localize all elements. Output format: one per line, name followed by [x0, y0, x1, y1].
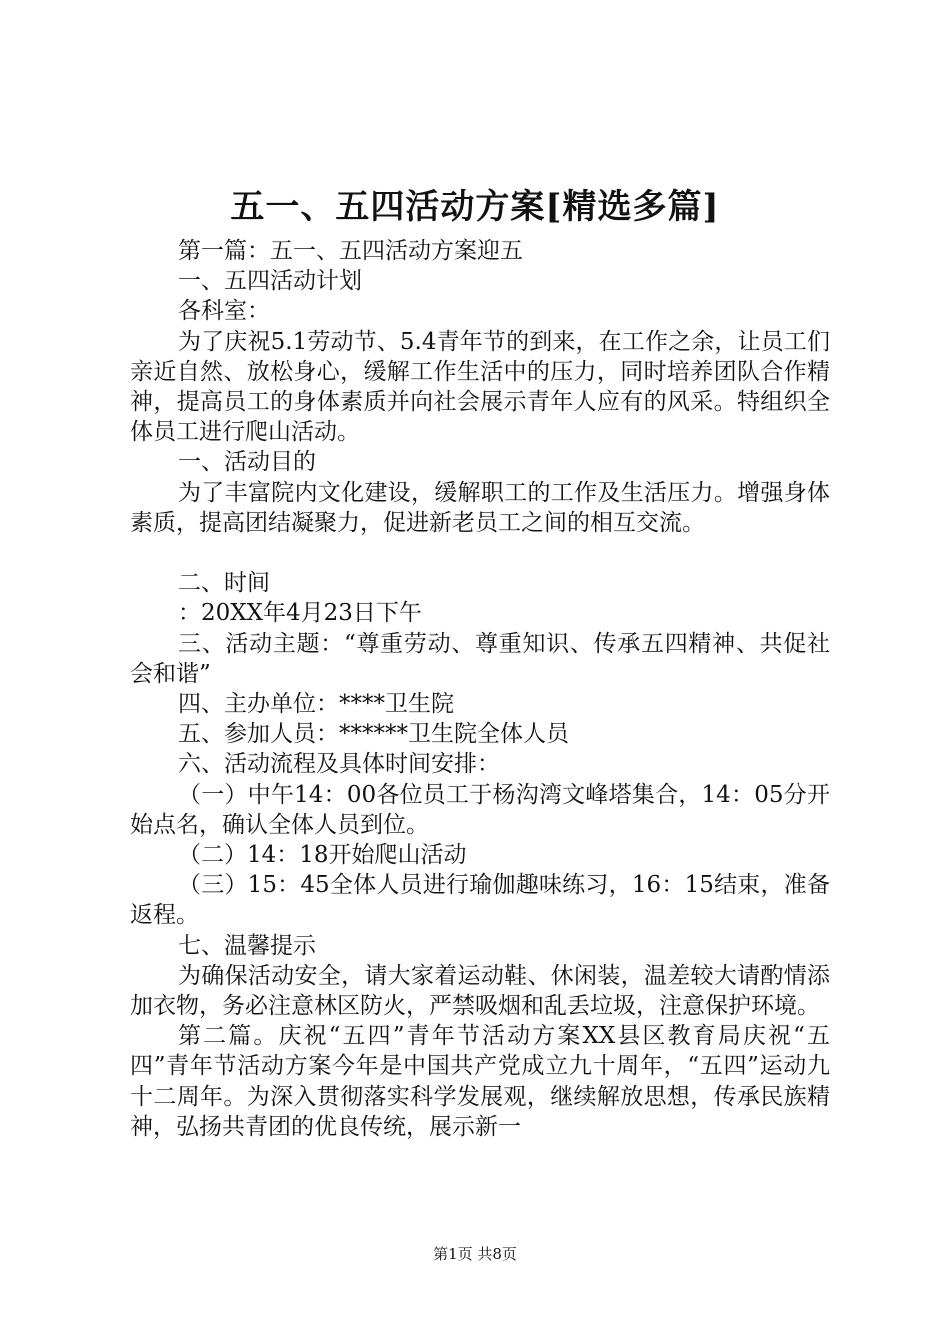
section-heading-part-one: 第一篇：五一、五四活动方案迎五 [178, 238, 523, 264]
schedule-item-3: （三）15：45全体人员进行瑜伽趣味练习，16：15结束，准备返程。 [130, 872, 830, 929]
document-title: 五一、五四活动方案[精选多篇] [230, 187, 720, 227]
salutation: 各科室： [178, 298, 270, 325]
blank-line [130, 538, 830, 568]
tips-paragraph: 为确保活动安全，请大家着运动鞋、休闲装，温差较大请酌情添加衣物，务必注意林区防火，严禁吸烟和乱丢垃圾，注意保护环境。 [130, 962, 830, 1020]
schedule-item-1: （一）中午14：00各位员工于杨沟湾文峰塔集合，14：05分开始点名，确认全体人员到位。 [130, 781, 830, 838]
organizer-line: 四、主办单位：****卫生院 [178, 691, 454, 718]
part-two-paragraph: 第二篇。庆祝“五四”青年节活动方案XX县区教育局庆祝“五四”青年节活动方案今年是中国共产党成立九十周年，“五四”运动九十二周年。为深入贯彻落实科学发展观，继续解放思想，传承民族精神，弘扬共青团的优良传统，展示新一 [130, 1023, 830, 1140]
purpose-paragraph: 为了丰富院内文化建设，缓解职工的工作及生活压力。增强身体素质，提高团结凝聚力，促进新老员工之间的相互交流。 [130, 479, 830, 536]
schedule-item-2: （二）14：18开始爬山活动 [178, 842, 467, 869]
plan-heading: 一、五四活动计划 [178, 268, 362, 295]
participants-line: 五、参加人员：******卫生院全体人员 [178, 721, 569, 748]
page-footer: 第1页 共8页 [433, 1245, 517, 1263]
tips-heading: 七、温馨提示 [178, 932, 316, 959]
document-body [130, 236, 830, 1142]
time-value: ：20XX年4月23日下午 [178, 600, 422, 627]
purpose-heading: 一、活动目的 [178, 449, 316, 476]
theme-paragraph: 三、活动主题：“尊重劳动、尊重知识、传承五四精神、共促社会和谐” [130, 630, 830, 687]
schedule-heading: 六、活动流程及具体时间安排： [178, 751, 500, 778]
time-heading: 二、时间 [178, 570, 270, 597]
intro-paragraph: 为了庆祝5.1劳动节、5.4青年节的到来，在工作之余，让员工们亲近自然、放松身心，缓解工作生活中的压力，同时培养团队合作精神，提高员工的身体素质并向社会展示青年人应有的风采。特组织全体员工进行爬山活动。 [130, 328, 830, 446]
